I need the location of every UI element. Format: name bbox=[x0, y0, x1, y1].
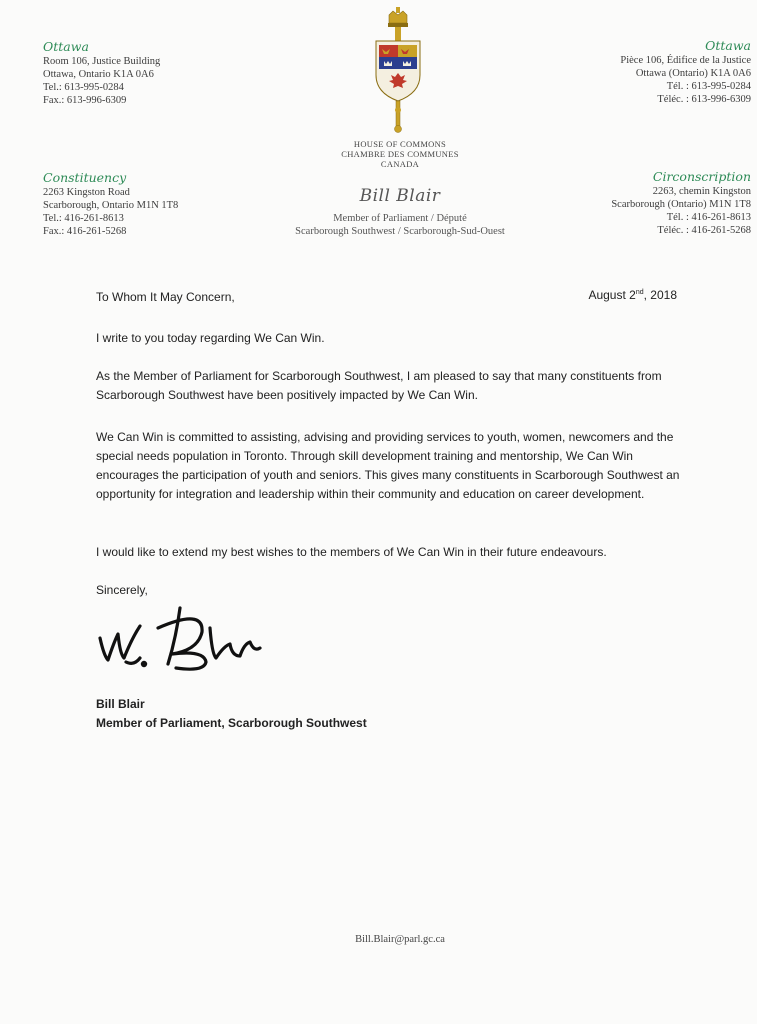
address-line: Ottawa, Ontario K1A 0A6 bbox=[43, 69, 154, 80]
mp-riding: Scarborough Southwest / Scarborough-Sud-Ouest bbox=[295, 226, 505, 237]
ottawa-heading-fr: Ottawa bbox=[705, 38, 751, 53]
salutation: To Whom It May Concern, bbox=[96, 290, 235, 304]
address-line: Scarborough, Ontario M1N 1T8 bbox=[43, 200, 179, 211]
house-en: HOUSE OF COMMONS bbox=[353, 139, 447, 149]
phone-line: Tél. : 613-995-0284 bbox=[666, 81, 751, 92]
fax-line: Téléc. : 416-261-5268 bbox=[657, 225, 751, 236]
address-line: 2263, chemin Kingston bbox=[652, 186, 751, 197]
paragraph-4: I would like to extend my best wishes to the members of We Can Win in their future endeavours. bbox=[96, 545, 607, 559]
address-line: 2263 Kingston Road bbox=[43, 187, 130, 198]
country: CANADA bbox=[380, 159, 420, 169]
ottawa-heading-en: Ottawa bbox=[43, 39, 89, 54]
phone-line: Tel.: 416-261-8613 bbox=[43, 213, 124, 224]
constituency-heading-en: Constituency bbox=[43, 170, 127, 185]
paragraph-1: I write to you today regarding We Can Win. bbox=[96, 331, 325, 345]
footer-email: Bill.Blair@parl.gc.ca bbox=[355, 934, 445, 945]
mp-name-heading: Bill Blair bbox=[359, 186, 441, 206]
fax-line: Téléc. : 613-996-6309 bbox=[657, 94, 751, 105]
signer-title: Member of Parliament, Scarborough Southwest bbox=[96, 716, 367, 730]
paragraph-3: We Can Win is committed to assisting, advising and providing services to youth, women, newcomers and the special needs population in Toronto. Through skill development training and mentorship, We Can Win encourages the participation of youth and seniors. This gives many constituents in Scarborough Southwest an opportunity for integration and leadership within their community and education on career development. bbox=[96, 430, 680, 501]
mp-role: Member of Parliament / Député bbox=[333, 213, 467, 224]
fax-line: Fax.: 416-261-5268 bbox=[43, 226, 127, 237]
constituency-address-fr bbox=[611, 169, 751, 237]
constituency-heading-fr: Circonscription bbox=[652, 169, 751, 184]
ottawa-address-en bbox=[43, 39, 160, 107]
address-line: Room 106, Justice Building bbox=[43, 56, 161, 67]
date-suffix: nd bbox=[635, 289, 644, 296]
signature-icon bbox=[94, 598, 264, 676]
fax-line: Fax.: 613-996-6309 bbox=[43, 95, 127, 106]
address-line: Scarborough (Ontario) M1N 1T8 bbox=[611, 199, 751, 210]
phone-line: Tél. : 416-261-8613 bbox=[666, 212, 751, 223]
signer-name: Bill Blair bbox=[96, 697, 145, 711]
paragraph-2: As the Member of Parliament for Scarborough Southwest, I am pleased to say that many constituents from Scarborough Southwest have been positively impacted by We Can Win. bbox=[96, 369, 662, 402]
mp-title bbox=[200, 212, 600, 238]
house-fr: CHAMBRE DES COMMUNES bbox=[341, 149, 459, 159]
ottawa-address-fr bbox=[620, 38, 751, 106]
house-of-commons-crest-icon bbox=[370, 5, 426, 137]
closing: Sincerely, bbox=[96, 583, 148, 597]
address-line: Pièce 106, Édifice de la Justice bbox=[620, 55, 751, 66]
signer-block bbox=[96, 695, 696, 733]
address-line: Ottawa (Ontario) K1A 0A6 bbox=[635, 68, 751, 79]
phone-line: Tel.: 613-995-0284 bbox=[43, 82, 124, 93]
letter-date bbox=[588, 288, 677, 302]
house-of-commons-label bbox=[200, 139, 600, 169]
date-year: , 2018 bbox=[643, 288, 677, 302]
date-day: August 2 bbox=[588, 288, 636, 302]
constituency-address-en bbox=[43, 170, 178, 238]
